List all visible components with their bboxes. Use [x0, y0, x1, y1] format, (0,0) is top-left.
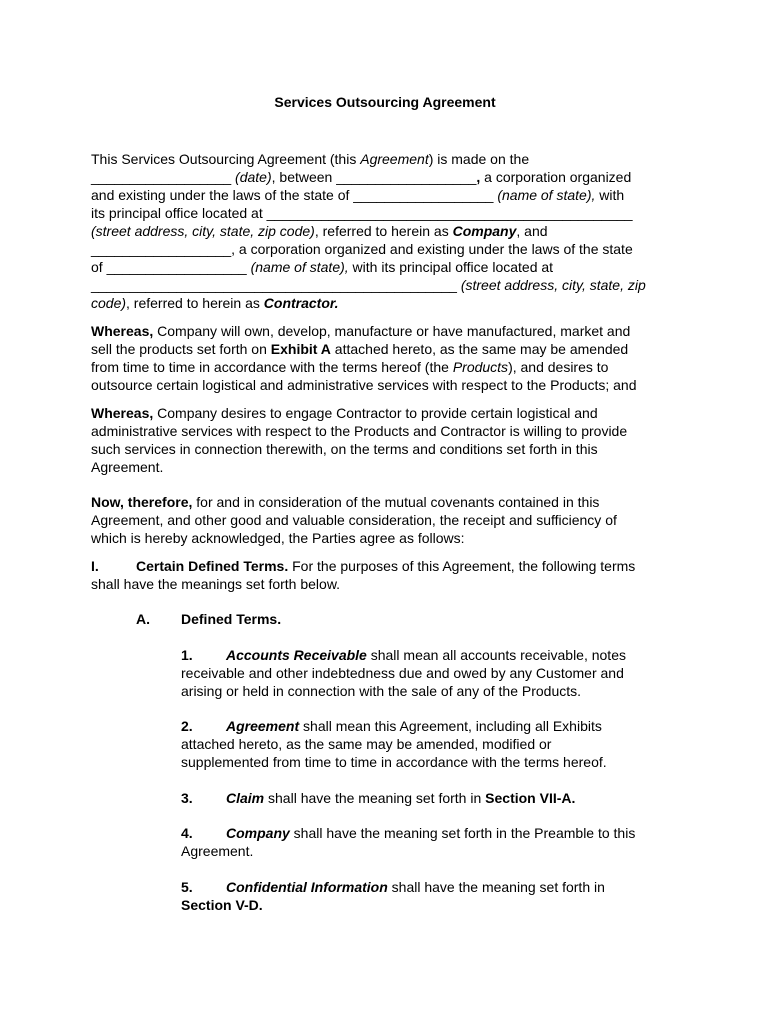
section-i: I. Certain Defined Terms. For the purposes of this Agreement, the following terms shall have the meanings set forth below.	[91, 558, 636, 592]
preamble-line: its principal office located at _______________________________________________	[91, 205, 633, 221]
preamble-line: _______________________________________________ (street address, city, state, zip	[91, 277, 646, 293]
preamble-line: __________________ (date), between __________________, a corporation organized	[91, 169, 632, 185]
now-therefore-paragraph: Now, therefore, for and in consideration of the mutual covenants contained in this Agreement, and other good and valuable consideration, the receipt and sufficiency of which is hereby acknowledged, the Parties agree as follows:	[91, 494, 617, 546]
preamble-paragraph	[91, 150, 681, 312]
term-name: Claim	[226, 790, 265, 806]
term-name: Accounts Receivable	[226, 647, 367, 663]
preamble-line: code), referred to herein as Contractor.	[91, 295, 339, 311]
defined-term-4: 4. Company shall have the meaning set forth in the Preamble to this Agreement.	[181, 825, 636, 859]
subsection-heading: Defined Terms.	[181, 611, 282, 627]
preamble-line: of __________________ (name of state), with its principal office located at	[91, 259, 554, 275]
defined-term-5: 5. Confidential Information shall have the meaning set forth in Section V-D.	[181, 879, 605, 913]
whereas-paragraph-2: Whereas, Company desires to engage Contractor to provide certain logistical and administrative services with respect to the Products and Contractor is willing to provide such services in connection therewith, on the terms and conditions set forth in this Agreement.	[91, 405, 628, 475]
whereas-paragraph-1: Whereas, Company will own, develop, manufacture or have manufactured, market and sell the products set forth on Exhibit A attached hereto, as the same may be amended from time to time in accordance with the terms hereof (the Products), and desires to outsource certain logistical and administrative services with respect to the Products; and	[91, 323, 637, 393]
section-heading: Certain Defined Terms.	[136, 558, 289, 574]
term-name: Confidential Information	[226, 879, 388, 895]
term-name: Company	[226, 825, 290, 841]
defined-term-3: 3. Claim shall have the meaning set forth in Section VII-A.	[181, 790, 576, 806]
defined-term-1: 1. Accounts Receivable shall mean all accounts receivable, notes receivable and other indebtedness due and owed by any Customer and arising or held in connection with the sale of any of the Products.	[181, 647, 626, 699]
defined-term-2: 2. Agreement shall mean this Agreement, including all Exhibits attached hereto, as the same may be amended, modified or supplemented from time to time in accordance with the terms hereof.	[181, 718, 607, 770]
document-title: Services Outsourcing Agreement	[274, 94, 496, 110]
subsection-number: A.	[136, 611, 150, 627]
preamble-line: (street address, city, state, zip code), referred to herein as Company, and	[91, 223, 548, 239]
preamble-line: __________________, a corporation organized and existing under the laws of the state	[91, 241, 633, 257]
preamble-line: This Services Outsourcing Agreement (this Agreement) is made on the	[91, 151, 530, 167]
preamble-line: and existing under the laws of the state of __________________ (name of state), with	[91, 187, 625, 203]
term-name: Agreement	[226, 718, 300, 734]
section-number: I.	[91, 558, 99, 574]
section-reference: Section V-D.	[181, 897, 263, 913]
subsection-a	[136, 610, 281, 628]
section-reference: Section VII-A.	[485, 790, 576, 806]
